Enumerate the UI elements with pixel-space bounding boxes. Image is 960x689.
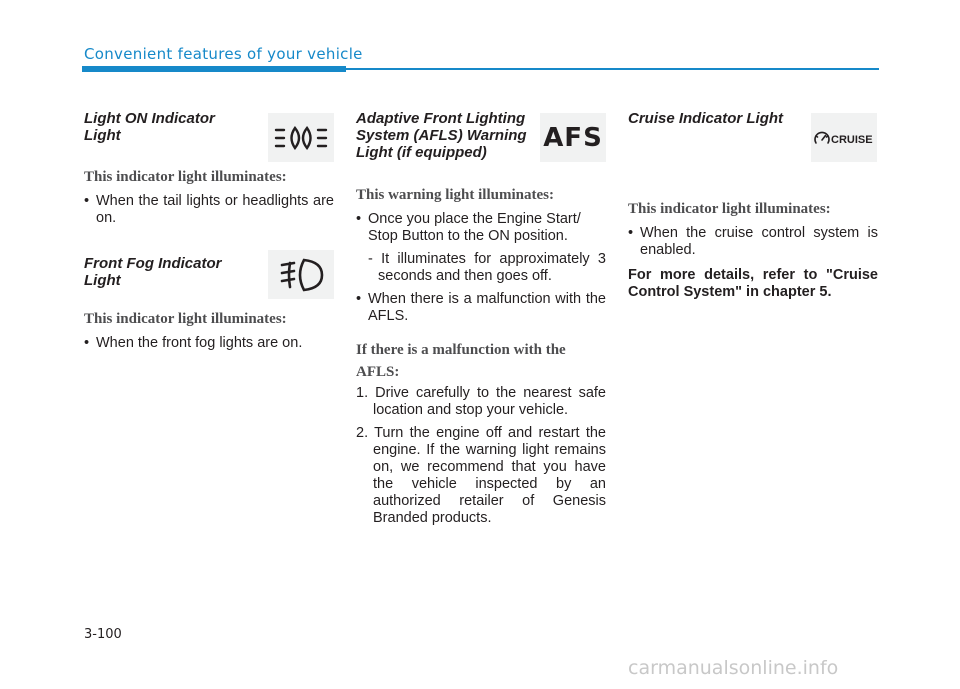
afs-title-line2: System (AFLS) Warning bbox=[356, 127, 527, 144]
page-number: 3-100 bbox=[84, 627, 122, 642]
afs-dash-1: - It illuminates for approximately 3 seconds and then goes off. bbox=[368, 251, 606, 284]
header-accent-bar bbox=[82, 66, 346, 72]
afs-icon-label: AFS bbox=[543, 122, 603, 153]
front-fog-title-line2: Light bbox=[84, 272, 121, 289]
cruise-indicator-icon bbox=[811, 113, 877, 162]
cruise-subhead: This indicator light illuminates: bbox=[628, 201, 831, 217]
afs-step-1: 1. Drive carefully to the nearest safe location and stop your vehicle. bbox=[356, 385, 606, 418]
watermark: carmanualsonline.info bbox=[628, 657, 839, 679]
cruise-bullet: • When the cruise control system is enabled. bbox=[628, 225, 878, 259]
front-fog-bullet: • When the front fog lights are on. bbox=[84, 335, 334, 352]
column-2 bbox=[356, 110, 606, 527]
header-rule bbox=[346, 68, 879, 70]
light-on-subhead: This indicator light illuminates: bbox=[84, 169, 287, 185]
light-on-bullet: • When the tail lights or headlights are on. bbox=[84, 193, 334, 227]
afs-title-line3: Light (if equipped) bbox=[356, 144, 487, 161]
front-fog-subhead: This indicator light illuminates: bbox=[84, 311, 287, 327]
afs-malfunction-subhead bbox=[356, 339, 606, 383]
front-fog-indicator-icon bbox=[268, 250, 334, 299]
front-fog-title-line1: Front Fog Indicator bbox=[84, 255, 222, 272]
light-on-title-line1: Light ON Indicator bbox=[84, 110, 215, 127]
afs-subhead: This warning light illuminates: bbox=[356, 187, 554, 203]
afs-warning-icon bbox=[540, 113, 606, 162]
light-on-title-line2: Light bbox=[84, 127, 121, 144]
afs-title-line1: Adaptive Front Lighting bbox=[356, 110, 526, 127]
afs-bullet-1: • Once you place the Engine Start/ Stop Button to the ON position. bbox=[356, 211, 606, 245]
light-on-indicator-icon bbox=[268, 113, 334, 162]
section-header-title: Convenient features of your vehicle bbox=[84, 45, 363, 63]
afs-malfunction-line1: If there is a malfunction with the bbox=[356, 342, 566, 358]
afs-step-2: 2. Turn the engine off and restart the engine. If the warning light remains on, we recommend that you have the vehicle inspected by an authorized retailer of Genesis Branded products. bbox=[356, 425, 606, 526]
cruise-note: For more details, refer to "Cruise Control System" in chapter 5. bbox=[628, 267, 878, 300]
cruise-icon-label: CRUISE bbox=[831, 133, 873, 146]
afs-bullet-2: • When there is a malfunction with the AFLS. bbox=[356, 291, 606, 325]
cruise-title: Cruise Indicator Light bbox=[628, 110, 784, 127]
afs-malfunction-line2: AFLS: bbox=[356, 364, 400, 380]
